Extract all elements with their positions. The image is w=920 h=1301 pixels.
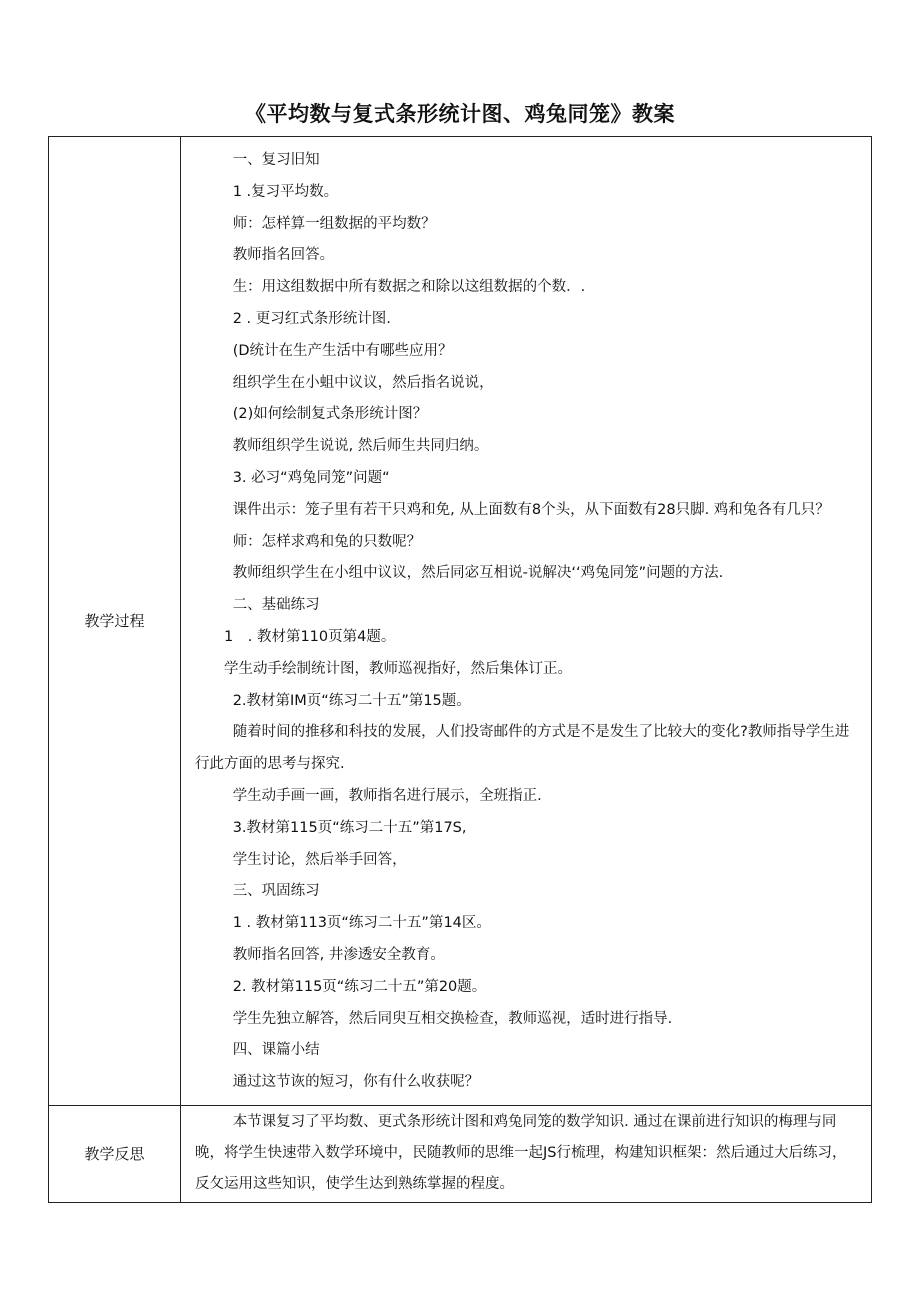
process-line: 学生动手画一画，教师指名进行展示，全班指正. (232, 787, 542, 804)
process-line: 随着时间的推移和科技的发展，人们投寄邮件的方式是不是发生了比较大的变化?教师指导学生进行此方面的思考与探究. (195, 724, 850, 773)
process-label: 教学过程 (49, 137, 181, 1106)
reflection-row (49, 1105, 872, 1202)
reflection-content (181, 1105, 872, 1202)
process-line: 3.教材第115页“练习二十五”第17S, (232, 819, 467, 836)
process-content (181, 137, 872, 1106)
process-line: 教师指名回答。 (232, 247, 335, 264)
process-line: 2. 教材第115页“练习二十五”第20题。 (232, 978, 487, 995)
lesson-plan-table (48, 136, 872, 1203)
process-line: (2)如何绘制复式条形统计图？ (232, 406, 428, 423)
process-line: 一、复习旧知 (232, 152, 320, 168)
process-line: 二、基础练习 (232, 597, 320, 614)
process-line: 生：用这组数据中所有数据之和除以这组数据的个数．. (232, 279, 586, 296)
process-line: 教师指名回答, 井渗透安全教育。 (232, 946, 445, 963)
process-lines (195, 145, 859, 1099)
process-line: 1 . 教材第113页“练习二十五”第14区。 (232, 915, 491, 932)
process-line: 师：怎样算一组数据的平均数？ (232, 215, 436, 232)
process-line: 学生先独立解答，然后同臾互相交换检查，教师巡视，适时进行指导. (232, 1010, 673, 1027)
process-line: 1 . 教材第110页第4题。 (224, 628, 396, 645)
process-line: 1 .复习平均数。 (232, 183, 339, 200)
process-line: 师：怎样求鸡和兔的只数呢？ (232, 533, 422, 550)
process-line: 三、巩固练习 (232, 883, 320, 900)
process-line: 教师组织学生说说, 然后师生共同归纳。 (232, 438, 489, 455)
process-line: 课件出示：笼子里有若干只鸡和免, 从上面数有8个头，从下面数有28只脚. 鸡和兔各有几只？ (232, 501, 830, 518)
document-title: 《平均数与复式条形统计图、鸡兔同笼》教案 (245, 102, 675, 126)
reflection-label: 教学反思 (49, 1105, 181, 1202)
process-line: 2.教材第IM页“练习二十五”第15题。 (232, 692, 471, 709)
process-line: 教师组织学生在小组中议议，然后同宓互相说-说解决‘‘鸡兔同笼”问题的方法. (232, 565, 724, 582)
process-line: 3. 必习“鸡兔同笼”问题“ (232, 469, 390, 486)
process-line: (D统计在生产生活中有哪些应用？ (232, 342, 453, 359)
process-line: 2 . 更习红式条形统计图. (232, 310, 391, 327)
process-line: 通过这节诙的短习，你有什么收获呢？ (232, 1074, 480, 1091)
reflection-text: 本节课复习了平均数、更式条形统计图和鸡兔同笼的数学知识. 通过在课前进行知识的梅理与同晚，将学生快速带入数学环境中，民随教师的思维一起JS行梳理，构建知识框架：然后通过大后练习，反攵运用这些知识，使学生达到熟练掌握的程度。 (195, 1113, 847, 1192)
process-line: 组织学生在小蛆中议议，然后指名说说， (232, 374, 494, 391)
process-line: 学生动手绘制统计图，教师巡视指好，然后集体订正。 (224, 660, 572, 677)
process-line: 学生讨论，然后举手回答， (232, 851, 407, 868)
process-line: 四、课篇小结 (232, 1042, 320, 1059)
process-row (49, 137, 872, 1106)
